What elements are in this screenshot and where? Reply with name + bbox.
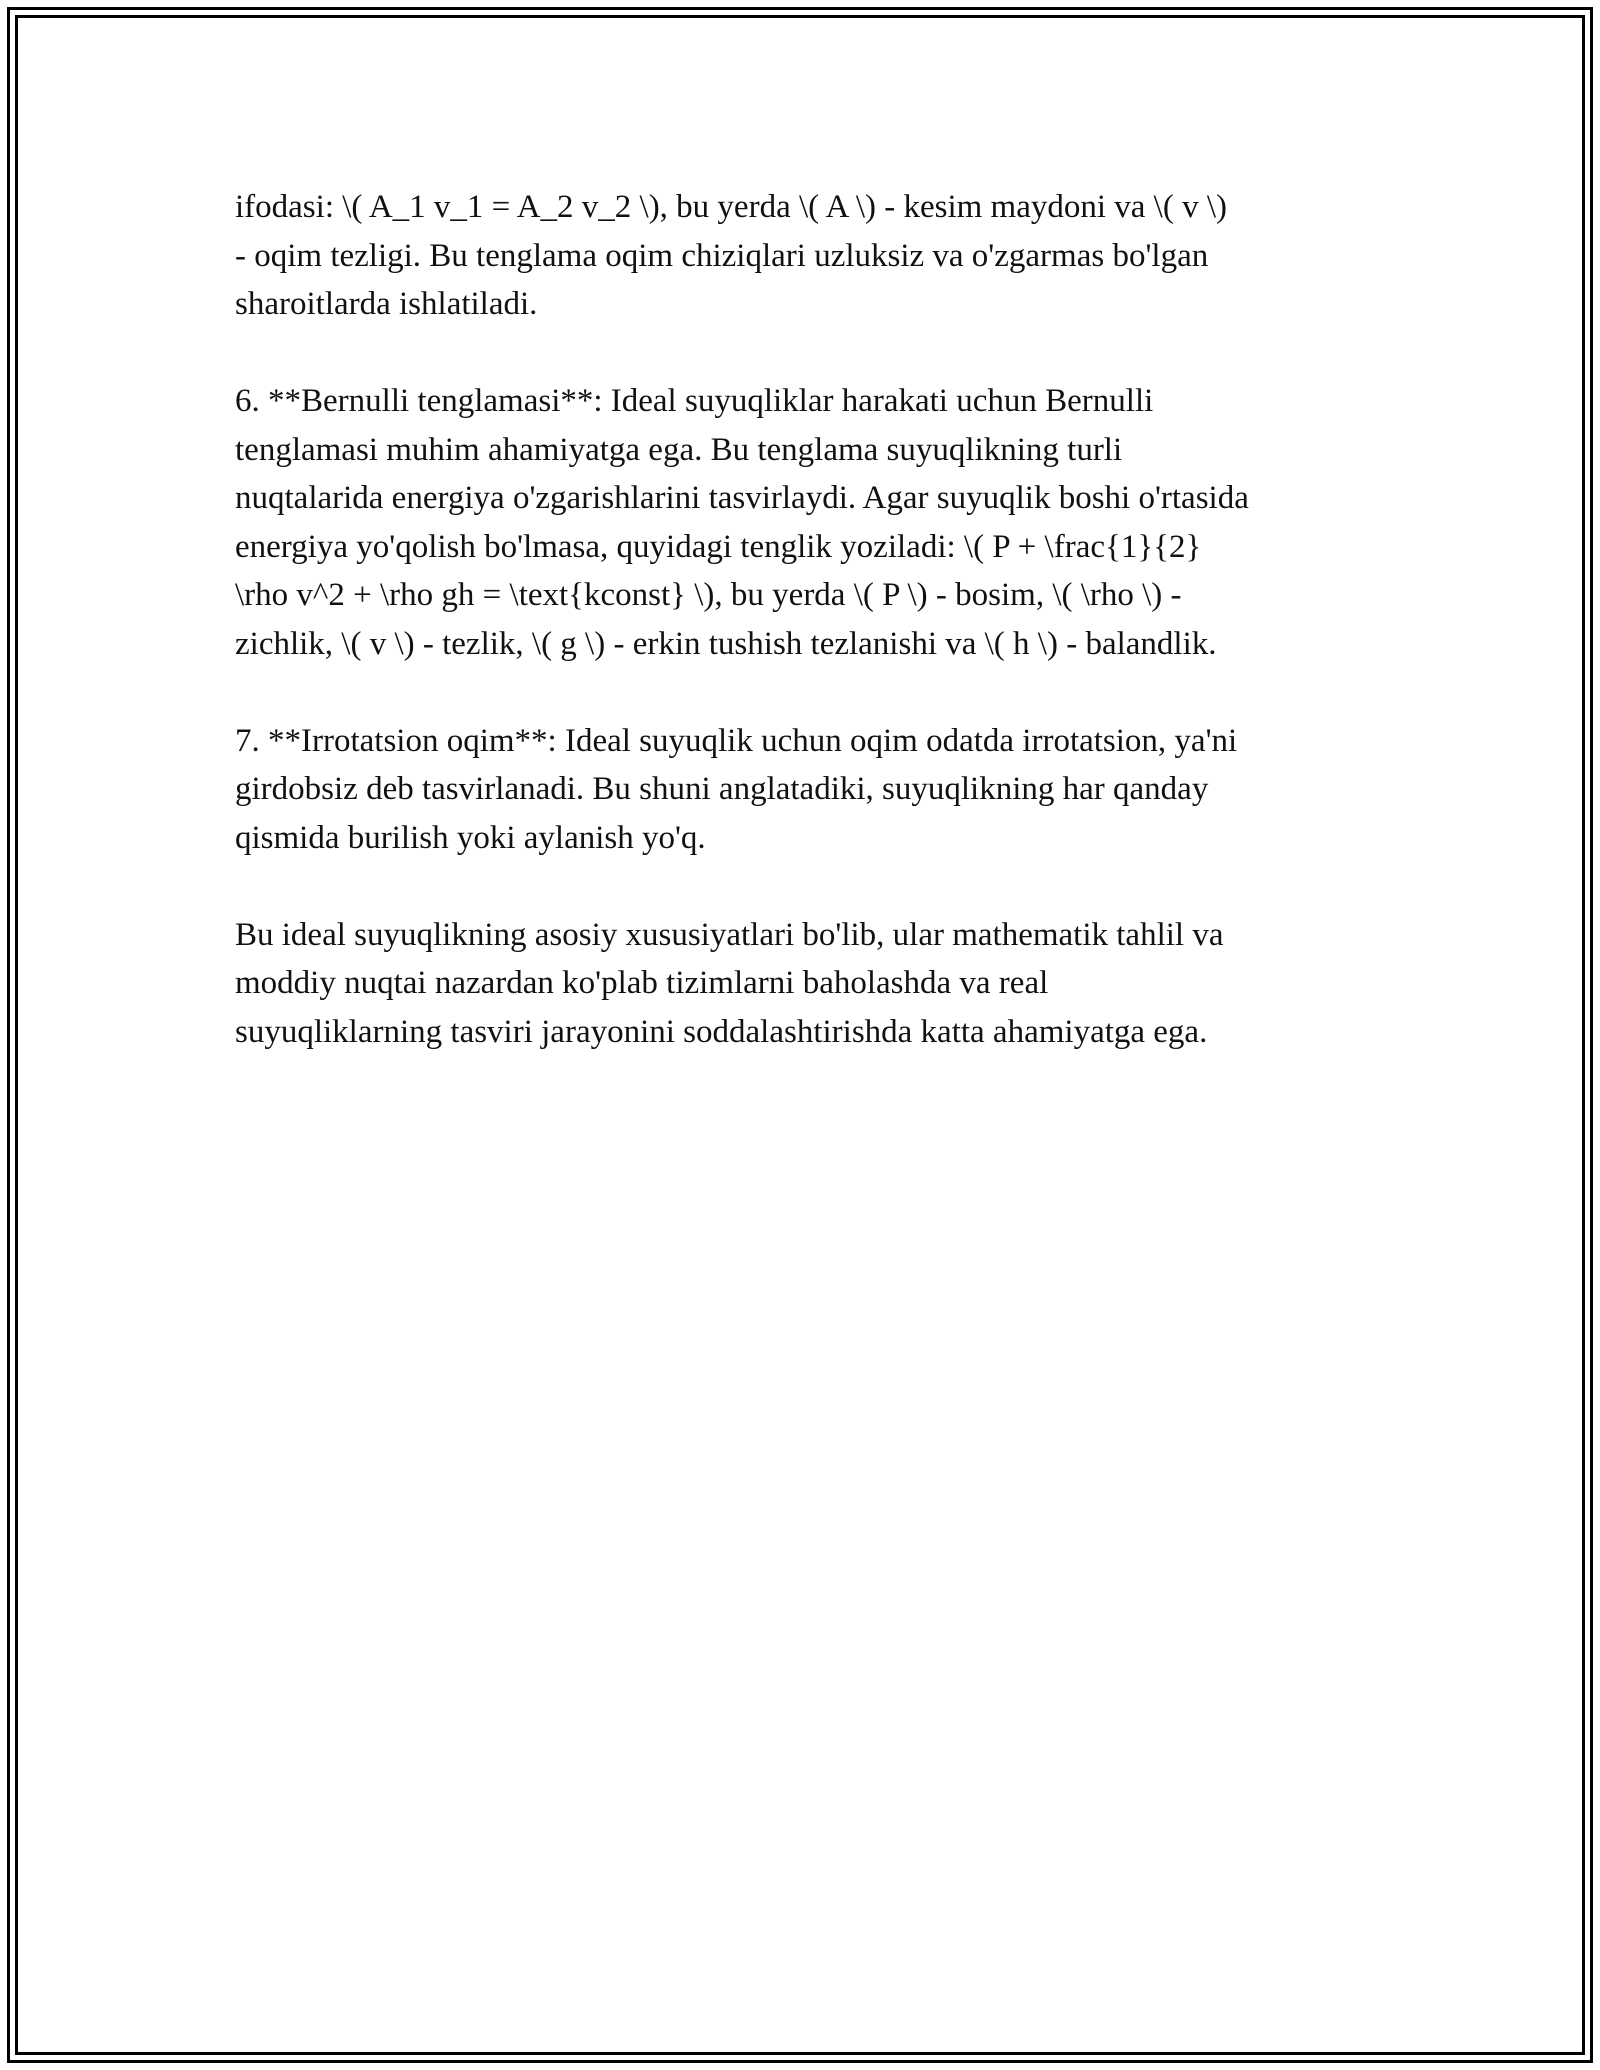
paragraph-continuity-equation [235, 183, 1370, 329]
paragraph-conclusion [235, 911, 1370, 1057]
text-line: girdobsiz deb tasvirlanadi. Bu shuni anglatadiki, suyuqlikning har qanday [235, 771, 1209, 807]
text-line: moddiy nuqtai nazardan ko'plab tizimlarni baholashda va real [235, 965, 1049, 1001]
text-line: nuqtalarida energiya o'zgarishlarini tasvirlaydi. Agar suyuqlik boshi o'rtasida [235, 480, 1249, 516]
text-line: zichlik, \( v \) - tezlik, \( g \) - erkin tushish tezlanishi va \( h \) - balandlik. [235, 625, 1217, 662]
text-line: - oqim tezligi. Bu tenglama oqim chiziqlari uzluksiz va o'zgarmas bo'lgan [235, 237, 1209, 274]
text-line: 6. **Bernulli tenglamasi**: Ideal suyuqliklar harakati uchun Bernulli [235, 383, 1154, 419]
text-line: \rho v^2 + \rho gh = \text{kconst} \), bu yerda \( P \) - bosim, \( \rho \) - [235, 577, 1182, 613]
document-body [235, 183, 1370, 1105]
text-line: 7. **Irrotatsion oqim**: Ideal suyuqlik uchun oqim odatda irrotatsion, ya'ni [235, 722, 1238, 759]
text-line: suyuqliklarning tasviri jarayonini soddalashtirishda katta ahamiyatga ega. [235, 1013, 1208, 1050]
text-line: qismida burilish yoki aylanish yo'q. [235, 819, 706, 856]
paragraph-bernoulli [235, 377, 1370, 668]
text-line: sharoitlarda ishlatiladi. [235, 286, 538, 322]
text-line: Bu ideal suyuqlikning asosiy xususiyatlari bo'lib, ular mathematik tahlil va [235, 916, 1224, 953]
text-line: tenglamasi muhim ahamiyatga ega. Bu tenglama suyuqlikning turli [235, 431, 1123, 468]
text-line: ifodasi: \( A_1 v_1 = A_2 v_2 \), bu yerda \( A \) - kesim maydoni va \( v \) [235, 189, 1227, 225]
text-line: energiya yo'qolish bo'lmasa, quyidagi tenglik yoziladi: \( P + \frac{1}{2} [235, 528, 1202, 565]
paragraph-irrotational-flow [235, 717, 1370, 863]
